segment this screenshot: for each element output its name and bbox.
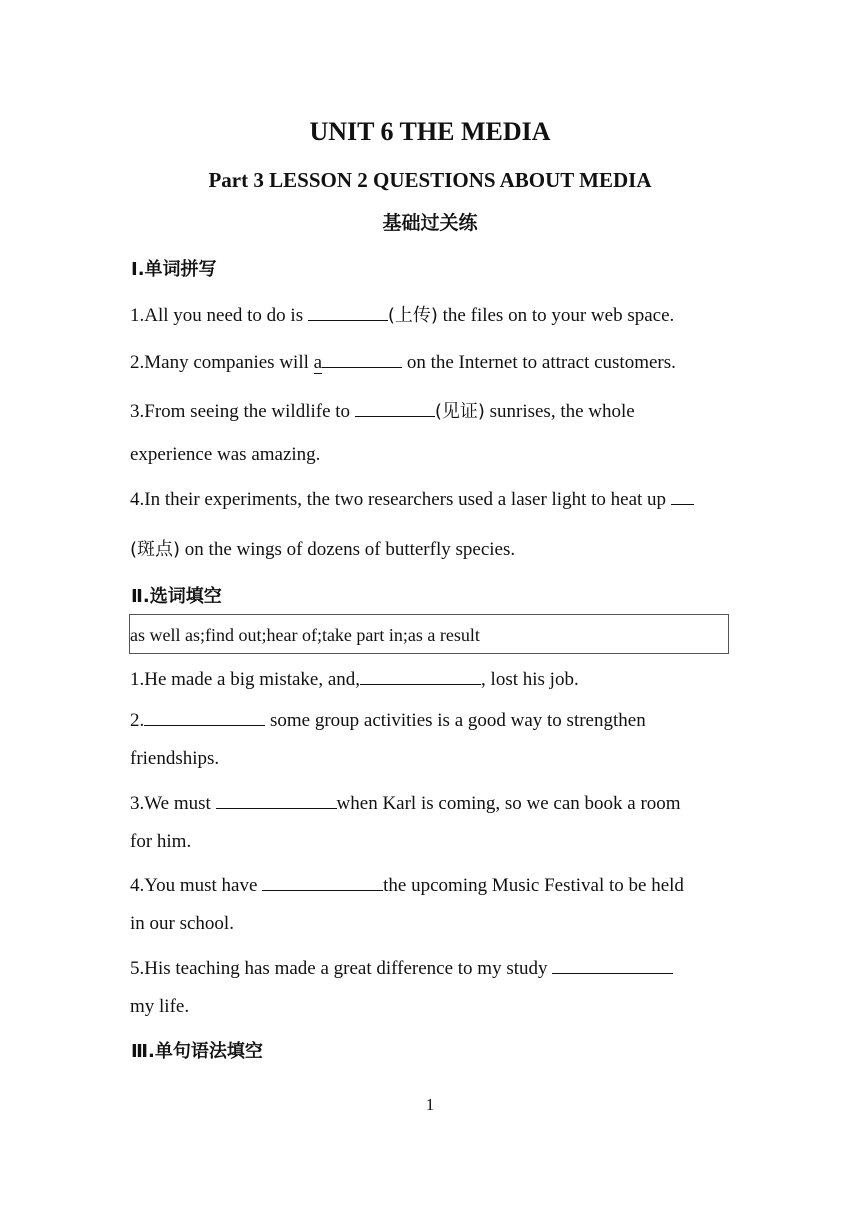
question-text: 2.Many companies will [130, 352, 314, 373]
section-heading-spelling: Ⅰ.单词拼写 [131, 259, 217, 280]
unit-title: UNIT 6 THE MEDIA [309, 117, 551, 146]
answer-blank[interactable] [322, 349, 402, 368]
question-2-4-continued: in our school. [130, 913, 234, 934]
question-2-3-continued: for him. [130, 831, 192, 852]
question-text: sunrises, the whole [484, 401, 635, 422]
question-2-2-continued: friendships. [130, 748, 220, 769]
page-number: 1 [425, 1095, 435, 1114]
question-2-5-continued: my life. [130, 996, 190, 1017]
question-1-3-continued: experience was amazing. [130, 444, 321, 465]
subtitle: 基础过关练 [382, 212, 478, 234]
question-1-1 [130, 301, 674, 327]
word-bank-box [129, 614, 729, 654]
question-text: when Karl is coming, so we can book a room [336, 793, 681, 814]
answer-blank[interactable] [552, 955, 673, 974]
question-text: 4.In their experiments, the two researchers used a laser light to heat up [130, 489, 671, 510]
question-text: 1.He made a big mistake, and, [130, 669, 361, 690]
question-text: 4.You must have [130, 875, 263, 896]
answer-blank[interactable] [360, 666, 481, 685]
chinese-hint: (见证) [434, 401, 485, 422]
word-bank-text: as well as;find out;hear of;take part in;as a result [130, 625, 480, 645]
answer-blank[interactable] [216, 790, 337, 809]
question-text: 5.His teaching has made a great difference to my study [130, 958, 553, 979]
question-1-4-continued [130, 535, 515, 561]
answer-blank[interactable] [262, 872, 383, 891]
question-text: 3.From seeing the wildlife to [130, 401, 355, 422]
answer-blank[interactable] [355, 398, 435, 417]
question-text: the files on to your web space. [437, 305, 675, 326]
question-text: 2. [130, 710, 145, 731]
question-text: on the wings of dozens of butterfly species. [180, 539, 516, 560]
question-2-4 [130, 872, 684, 897]
question-2-5 [130, 955, 673, 980]
question-2-1 [130, 666, 579, 691]
answer-blank[interactable] [144, 707, 265, 726]
question-text: on the Internet to attract customers. [402, 352, 676, 373]
section-heading-word-choice: Ⅱ.选词填空 [131, 586, 222, 607]
answer-blank[interactable] [671, 486, 694, 505]
question-2-3 [130, 790, 681, 815]
chinese-hint: (斑点) [130, 539, 181, 560]
question-text: , lost his job. [481, 669, 579, 690]
question-2-2 [130, 707, 646, 732]
section-heading-grammar: Ⅲ.单句语法填空 [131, 1041, 263, 1062]
question-1-3 [130, 397, 635, 423]
question-1-2 [130, 349, 676, 374]
question-text: some group activities is a good way to strengthen [265, 710, 646, 731]
question-1-4 [130, 486, 694, 511]
part-title: Part 3 LESSON 2 QUESTIONS ABOUT MEDIA [208, 168, 652, 192]
question-text: the upcoming Music Festival to be held [383, 875, 684, 896]
first-letter-hint: a [313, 352, 323, 373]
question-text: 1.All you need to do is [130, 305, 308, 326]
answer-blank[interactable] [308, 302, 388, 321]
question-text: 3.We must [130, 793, 216, 814]
chinese-hint: (上传) [387, 305, 438, 326]
